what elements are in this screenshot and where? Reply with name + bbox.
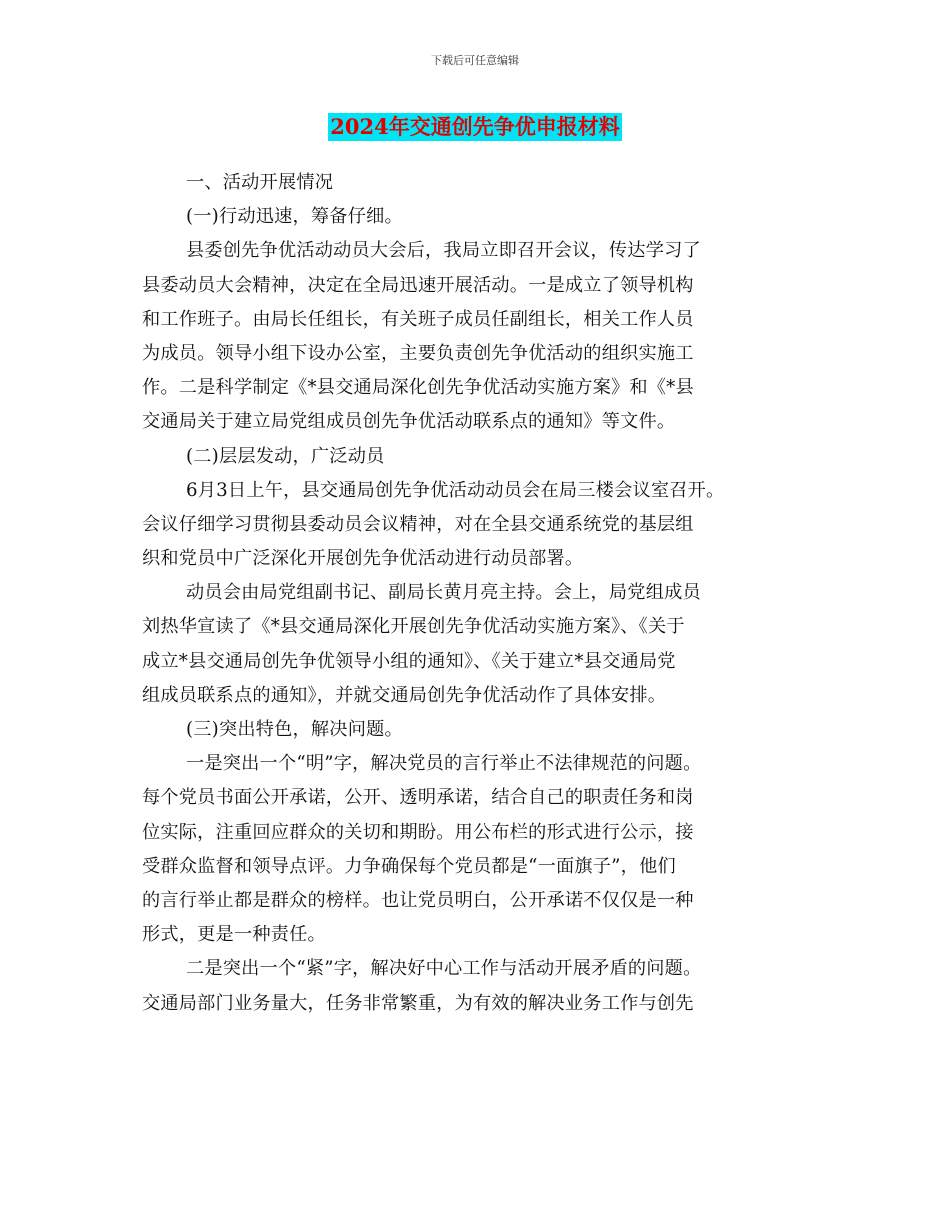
body-text-line: 和工作班子。由局长任组长，有关班子成员任副组长，相关工作人员 <box>142 308 694 330</box>
body-text-line: 形式，更是一种责任。 <box>142 924 326 946</box>
body-text-line: 县委动员大会精神，决定在全局迅速开展活动。一是成立了领导机构 <box>142 274 694 296</box>
body-text-line: 交通局部门业务量大，任务非常繁重，为有效的解决业务工作与创先 <box>142 992 694 1014</box>
body-text-line: 一是突出一个“明”字，解决党员的言行举止不法律规范的问题。 <box>186 753 702 775</box>
body-text-line: 6月3日上午，县交通局创先争优活动动员会在局三楼会议室召开。 <box>186 479 725 501</box>
body-text-line: 县委创先争优活动动员大会后，我局立即召开会议，传达学习了 <box>186 240 701 262</box>
body-text-line: 的言行举止都是群众的榜样。也让党员明白，公开承诺不仅仅是一种 <box>142 889 694 911</box>
body-text-line: (二)层层发动，广泛动员 <box>186 445 385 467</box>
document-body <box>142 166 812 1021</box>
body-text-line: 受群众监督和领导点评。力争确保每个党员都是“一面旗子”，他们 <box>142 855 676 877</box>
body-text-line: 织和党员中广泛深化开展创先争优活动进行动员部署。 <box>142 548 584 570</box>
body-text-line: 一、活动开展情况 <box>186 172 334 193</box>
body-text-line: 为成员。领导小组下设办公室，主要负责创先争优活动的组织实施工 <box>142 342 694 364</box>
page-header-note: 下载后可任意编辑 <box>431 54 519 67</box>
body-text-line: 组成员联系点的通知》，并就交通局创先争优活动作了具体安排。 <box>142 684 667 706</box>
body-text-line: 每个党员书面公开承诺，公开、透明承诺，结合自己的职责任务和岗 <box>142 787 694 809</box>
body-text-line: 二是突出一个“紧”字，解决好中心工作与活动开展矛盾的问题。 <box>186 958 702 980</box>
body-text-line: (三)突出特色，解决问题。 <box>186 719 403 740</box>
body-text-line: (一)行动迅速，筹备仔细。 <box>186 206 403 228</box>
body-text-line: 作。二是科学制定《*县交通局深化创先争优活动实施方案》和《*县 <box>142 377 694 399</box>
body-text-line: 动员会由局党组副书记、副局长黄月亮主持。会上，局党组成员 <box>186 582 701 604</box>
body-text-line: 成立*县交通局创先争优领导小组的通知》、《关于建立*县交通局党 <box>142 650 676 672</box>
body-text-line: 刘热华宣读了《*县交通局深化开展创先争优活动实施方案》、《关于 <box>142 616 685 638</box>
body-text-line: 位实际，注重回应群众的关切和期盼。用公布栏的形式进行公示，接 <box>142 821 694 843</box>
body-text-line: 交通局关于建立局党组成员创先争优活动联系点的通知》等文件。 <box>142 411 676 433</box>
title-container <box>0 113 950 141</box>
body-text-line: 会议仔细学习贯彻县委动员会议精神，对在全县交通系统党的基层组 <box>142 513 694 535</box>
document-title: 2024年交通创先争优申报材料 <box>330 114 620 139</box>
